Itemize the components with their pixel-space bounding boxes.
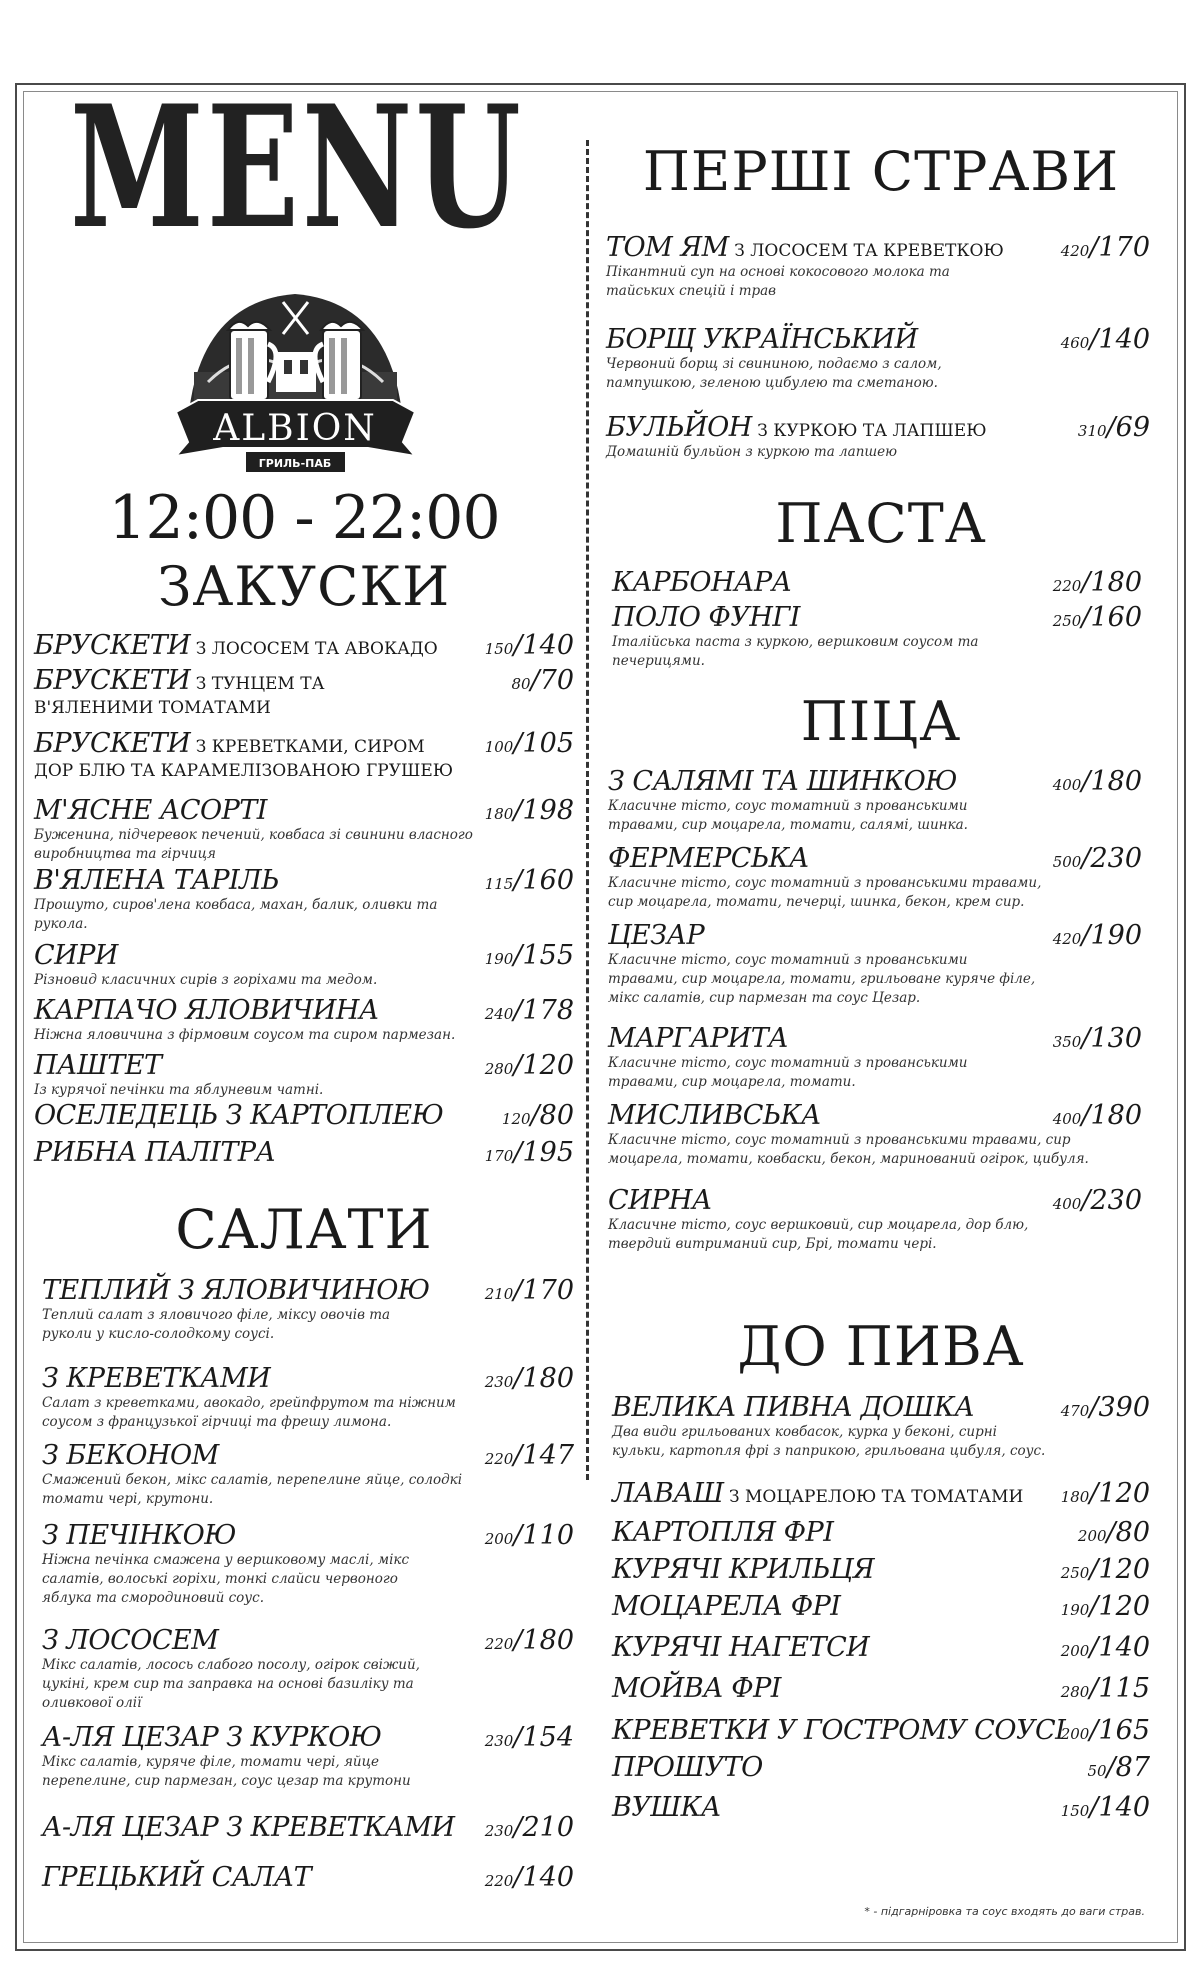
logo-name: ALBION bbox=[213, 408, 377, 449]
item-weight: 230 bbox=[484, 1822, 514, 1840]
item-weight: 420 bbox=[1060, 242, 1090, 260]
item-weight: 100 bbox=[484, 738, 514, 756]
item-title: З ПЕЧІНКОЮ bbox=[42, 1520, 236, 1551]
item-price bbox=[485, 1275, 574, 1306]
item-weight: 470 bbox=[1060, 1402, 1090, 1420]
item-cost: /147 bbox=[513, 1440, 574, 1471]
item-weight: 500 bbox=[1052, 853, 1082, 871]
item-weight: 250 bbox=[1060, 1564, 1090, 1582]
item-title: ЛАВАШ bbox=[612, 1478, 724, 1509]
item-price bbox=[1061, 1632, 1150, 1663]
item-description: Ніжна яловичина з фірмовим соусом та сиром пармезан. bbox=[34, 1027, 456, 1043]
item-title: БРУСКЕТИ bbox=[34, 728, 191, 759]
item-title: КРЕВЕТКИ У ГОСТРОМУ СОУСІ bbox=[612, 1715, 1066, 1746]
item-price bbox=[1061, 232, 1150, 263]
menu-item bbox=[612, 1752, 1150, 1783]
menu-item bbox=[34, 940, 574, 990]
item-cost: /195 bbox=[513, 1137, 574, 1168]
item-price bbox=[1061, 1673, 1150, 1704]
item-title: МАРГАРИТА bbox=[608, 1023, 789, 1054]
item-price bbox=[1053, 766, 1142, 797]
item-description: рукола. bbox=[34, 916, 88, 932]
menu-item bbox=[34, 995, 574, 1045]
item-description: кульки, картопля фрі з паприкою, грильована цибуля, соус. bbox=[612, 1443, 1046, 1459]
menu-item bbox=[34, 1100, 574, 1131]
item-title: МИСЛИВСЬКА bbox=[608, 1100, 821, 1131]
item-description: Класичне тісто, соус томатний з прованськими bbox=[608, 1055, 968, 1071]
section-title-zakusky: ЗАКУСКИ bbox=[157, 555, 451, 618]
item-description: печерицями. bbox=[612, 653, 705, 669]
item-weight: 280 bbox=[1060, 1683, 1090, 1701]
item-cost: /180 bbox=[513, 1363, 574, 1394]
menu-item bbox=[612, 1792, 1150, 1823]
item-price bbox=[1078, 412, 1150, 443]
item-description: яблука та смородиновий соус. bbox=[42, 1590, 264, 1606]
item-description: Буженина, підчеревок печений, ковбаса зі свинини власного bbox=[34, 827, 473, 843]
item-title: А-ЛЯ ЦЕЗАР З КРЕВЕТКАМИ bbox=[42, 1812, 455, 1843]
item-description: травами, сир моцарела, томати. bbox=[608, 1074, 856, 1090]
menu-item bbox=[608, 1100, 1142, 1169]
item-title: З ЛОСОСЕМ bbox=[42, 1625, 219, 1656]
item-cost: /120 bbox=[1089, 1478, 1150, 1509]
menu-item bbox=[34, 1050, 574, 1100]
item-description: Класичне тісто, соус томатний з прованськими травами, bbox=[608, 875, 1042, 891]
menu-item bbox=[612, 602, 1142, 671]
item-price bbox=[485, 795, 574, 826]
item-cost: /180 bbox=[513, 1625, 574, 1656]
item-description: Домашній бульйон з куркою та лапшею bbox=[606, 444, 898, 460]
item-description: Червоний борщ зі свининою, подаємо з салом, bbox=[606, 356, 942, 372]
item-weight: 250 bbox=[1052, 612, 1082, 630]
item-name bbox=[612, 1517, 1150, 1548]
item-price bbox=[502, 1100, 574, 1131]
item-title: ГРЕЦЬКИЙ САЛАТ bbox=[42, 1862, 312, 1893]
menu-item bbox=[42, 1440, 574, 1509]
item-description: тайських спецій і трав bbox=[606, 283, 777, 299]
item-title: КАРТОПЛЯ ФРІ bbox=[612, 1517, 834, 1548]
item-price bbox=[485, 940, 574, 971]
menu-item bbox=[612, 1554, 1150, 1585]
item-cost: /130 bbox=[1081, 1023, 1142, 1054]
opening-hours: 12:00 - 22:00 bbox=[108, 483, 500, 553]
item-title: ПРОШУТО bbox=[612, 1752, 763, 1783]
item-weight: 240 bbox=[484, 1005, 514, 1023]
item-title: КУРЯЧІ НАГЕТСИ bbox=[612, 1632, 870, 1663]
item-weight: 200 bbox=[484, 1530, 514, 1548]
item-cost: /180 bbox=[1081, 567, 1142, 598]
item-cost: /165 bbox=[1089, 1715, 1150, 1746]
menu-item bbox=[608, 843, 1142, 912]
item-description: травами, сир моцарела, томати, грильоване куряче філе, bbox=[608, 971, 1036, 987]
item-title: КАРБОНАРА bbox=[612, 567, 792, 598]
item-price bbox=[1053, 567, 1142, 598]
item-price bbox=[485, 1862, 574, 1893]
menu-title: MENU bbox=[70, 68, 524, 266]
menu-item bbox=[42, 1862, 574, 1893]
item-price bbox=[1061, 1392, 1150, 1423]
item-title: РИБНА ПАЛІТРА bbox=[34, 1137, 276, 1168]
item-title: КАРПАЧО ЯЛОВИЧИНА bbox=[34, 995, 379, 1026]
item-cost: /105 bbox=[513, 728, 574, 759]
menu-item bbox=[608, 920, 1142, 1008]
item-cost: /178 bbox=[513, 995, 574, 1026]
item-description: руколи у кисло-солодкому соусі. bbox=[42, 1326, 275, 1342]
item-title: ТЕПЛИЙ З ЯЛОВИЧИНОЮ bbox=[42, 1275, 430, 1306]
item-price bbox=[485, 1625, 574, 1656]
item-description: Мікс салатів, куряче філе, томати чері, яйце bbox=[42, 1754, 379, 1770]
item-title: БРУСКЕТИ bbox=[34, 665, 191, 696]
item-name bbox=[612, 1752, 1150, 1783]
item-weight: 120 bbox=[501, 1110, 531, 1128]
menu-item bbox=[612, 1715, 1150, 1746]
menu-item bbox=[612, 1392, 1150, 1461]
item-title: ПАШТЕТ bbox=[34, 1050, 162, 1081]
item-title: ВЕЛИКА ПИВНА ДОШКА bbox=[612, 1392, 975, 1423]
item-description: Ніжна печінка смажена у вершковому маслі, мікс bbox=[42, 1552, 410, 1568]
menu-item bbox=[612, 1517, 1150, 1548]
item-weight: 400 bbox=[1052, 1195, 1082, 1213]
item-price bbox=[1053, 920, 1142, 951]
item-price bbox=[1061, 1792, 1150, 1823]
item-weight: 190 bbox=[484, 950, 514, 968]
item-weight: 50 bbox=[1087, 1762, 1107, 1780]
menu-item bbox=[34, 630, 574, 661]
item-description: моцарела, томати, ковбаски, бекон, маринований огірок, цибуля. bbox=[608, 1151, 1089, 1167]
tower-icon bbox=[276, 352, 316, 392]
menu-item bbox=[606, 232, 1150, 301]
item-description: Салат з креветками, авокадо, грейпфрутом та ніжним bbox=[42, 1395, 456, 1411]
item-title: БРУСКЕТИ bbox=[34, 630, 191, 661]
item-cost: /80 bbox=[1106, 1517, 1150, 1548]
item-description: Теплий салат з яловичого філе, міксу овочів та bbox=[42, 1307, 391, 1323]
item-title: З КРЕВЕТКАМИ bbox=[42, 1363, 271, 1394]
albion-logo bbox=[168, 272, 423, 478]
item-price bbox=[1061, 324, 1150, 355]
item-cost: /170 bbox=[513, 1275, 574, 1306]
item-price bbox=[1053, 602, 1142, 633]
item-cost: /230 bbox=[1081, 1185, 1142, 1216]
item-title: ЦЕЗАР bbox=[608, 920, 705, 951]
menu-item bbox=[612, 567, 1142, 598]
item-name bbox=[606, 412, 1150, 443]
item-title: З БЕКОНОМ bbox=[42, 1440, 219, 1471]
item-cost: /120 bbox=[1089, 1554, 1150, 1585]
section-title-pizza: ПІЦА bbox=[800, 690, 962, 753]
item-price bbox=[1061, 1554, 1150, 1585]
item-description: оливкової олії bbox=[42, 1695, 142, 1711]
item-weight: 220 bbox=[484, 1450, 514, 1468]
item-cost: /140 bbox=[1089, 1792, 1150, 1823]
item-price bbox=[485, 1722, 574, 1753]
item-cost: /170 bbox=[1089, 232, 1150, 263]
item-description: Пікантний суп на основі кокосового молока та bbox=[606, 264, 950, 280]
item-title: ТОМ ЯМ bbox=[606, 232, 729, 263]
item-price bbox=[1053, 1100, 1142, 1131]
item-name bbox=[34, 1100, 574, 1131]
item-description: цукіні, крем сир та заправка на основі базиліку та bbox=[42, 1676, 414, 1692]
item-title: З САЛЯМІ ТА ШИНКОЮ bbox=[608, 766, 957, 797]
item-subtitle: З ТУНЦЕМ ТА bbox=[190, 674, 325, 694]
section-title-do-pyva: ДО ПИВА bbox=[737, 1315, 1025, 1378]
menu-item bbox=[612, 1591, 1150, 1622]
item-name bbox=[34, 665, 574, 696]
item-description: перепелине, сир пармезан, соус цезар та крутони bbox=[42, 1773, 411, 1789]
menu-item bbox=[612, 1478, 1150, 1509]
item-price bbox=[1061, 1478, 1150, 1509]
logo-tagline: ГРИЛЬ-ПАБ bbox=[258, 457, 332, 470]
item-cost: /155 bbox=[513, 940, 574, 971]
item-price bbox=[1061, 1715, 1150, 1746]
footnote: * - підгарніровка та соус входять до ваги страв. bbox=[864, 1905, 1145, 1918]
item-title: ОСЕЛЕДЕЦЬ З КАРТОПЛЕЮ bbox=[34, 1100, 444, 1131]
item-description: салатів, волоські горіхи, тонкі слайси червоного bbox=[42, 1571, 398, 1587]
item-description: Класичне тісто, соус томатний з прованськими bbox=[608, 798, 968, 814]
item-title: БУЛЬЙОН bbox=[606, 412, 752, 443]
item-description: Італійська паста з куркою, вершковим соусом та bbox=[612, 634, 979, 650]
item-cost: /70 bbox=[530, 665, 574, 696]
item-subtitle: З ЛОСОСЕМ ТА АВОКАДО bbox=[190, 639, 438, 659]
menu-item bbox=[608, 766, 1142, 835]
item-price bbox=[1078, 1517, 1150, 1548]
item-weight: 400 bbox=[1052, 776, 1082, 794]
item-description: сир моцарела, томати, печерці, шинка, бекон, крем сир. bbox=[608, 894, 1025, 910]
item-price bbox=[1053, 1185, 1142, 1216]
item-price bbox=[485, 1440, 574, 1471]
item-price bbox=[485, 728, 574, 759]
menu-item bbox=[34, 728, 574, 781]
item-weight: 210 bbox=[484, 1285, 514, 1303]
item-title: В'ЯЛЕНА ТАРІЛЬ bbox=[34, 865, 279, 896]
item-subtitle: З КРЕВЕТКАМИ, СИРОМ bbox=[190, 737, 425, 757]
item-description: Класичне тісто, соус томатний з прованськими травами, сир bbox=[608, 1132, 1071, 1148]
item-price bbox=[485, 1137, 574, 1168]
item-weight: 80 bbox=[511, 675, 531, 693]
item-description: Прошуто, сиров'лена ковбаса, махан, балик, оливки та bbox=[34, 897, 438, 913]
item-cost: /140 bbox=[1089, 324, 1150, 355]
item-title: МОЙВА ФРІ bbox=[612, 1673, 781, 1704]
item-weight: 400 bbox=[1052, 1110, 1082, 1128]
item-weight: 200 bbox=[1077, 1527, 1107, 1545]
item-title: М'ЯСНЕ АСОРТІ bbox=[34, 795, 267, 826]
item-price bbox=[1053, 843, 1142, 874]
item-description: томати чері, крутони. bbox=[42, 1491, 214, 1507]
menu-item bbox=[42, 1812, 574, 1843]
item-weight: 180 bbox=[484, 805, 514, 823]
menu-item bbox=[42, 1363, 574, 1432]
item-description: Смажений бекон, мікс салатів, перепелине яйце, солодкі bbox=[42, 1472, 463, 1488]
item-cost: /115 bbox=[1089, 1673, 1150, 1704]
item-price bbox=[511, 665, 574, 696]
item-cost: /190 bbox=[1081, 920, 1142, 951]
item-price bbox=[1061, 1591, 1150, 1622]
item-cost: /180 bbox=[1081, 766, 1142, 797]
item-title: БОРЩ УКРАЇНСЬКИЙ bbox=[606, 324, 918, 355]
item-price bbox=[1053, 1023, 1142, 1054]
menu-item bbox=[34, 665, 574, 718]
item-weight: 220 bbox=[484, 1872, 514, 1890]
item-subtitle-continued: ДОР БЛЮ ТА КАРАМЕЛІЗОВАНОЮ ГРУШЕЮ bbox=[34, 761, 454, 781]
menu-item bbox=[608, 1185, 1142, 1254]
item-cost: /198 bbox=[513, 795, 574, 826]
item-cost: /390 bbox=[1089, 1392, 1150, 1423]
item-title: ФЕРМЕРСЬКА bbox=[608, 843, 810, 874]
menu-item bbox=[608, 1023, 1142, 1092]
item-cost: /140 bbox=[513, 1862, 574, 1893]
column-divider bbox=[586, 140, 589, 1480]
item-title: КУРЯЧІ КРИЛЬЦЯ bbox=[612, 1554, 875, 1585]
item-cost: /154 bbox=[513, 1722, 574, 1753]
item-cost: /140 bbox=[513, 630, 574, 661]
menu-item bbox=[34, 865, 574, 934]
item-weight: 180 bbox=[1060, 1488, 1090, 1506]
item-weight: 310 bbox=[1077, 422, 1107, 440]
item-weight: 460 bbox=[1060, 334, 1090, 352]
item-price bbox=[485, 1363, 574, 1394]
item-cost: /160 bbox=[1081, 602, 1142, 633]
item-title: ВУШКА bbox=[612, 1792, 722, 1823]
item-weight: 115 bbox=[484, 875, 514, 893]
menu-item bbox=[606, 412, 1150, 462]
item-title: МОЦАРЕЛА ФРІ bbox=[612, 1591, 841, 1622]
item-weight: 200 bbox=[1060, 1725, 1090, 1743]
item-weight: 220 bbox=[484, 1635, 514, 1653]
item-description: Класичне тісто, соус вершковий, сир моцарела, дор блю, bbox=[608, 1217, 1029, 1233]
menu-item bbox=[606, 324, 1150, 393]
item-weight: 150 bbox=[484, 640, 514, 658]
item-description: Класичне тісто, соус томатний з прованськими bbox=[608, 952, 968, 968]
item-price bbox=[485, 1520, 574, 1551]
item-title: СИРНА bbox=[608, 1185, 712, 1216]
item-weight: 220 bbox=[1052, 577, 1082, 595]
menu-item bbox=[612, 1673, 1150, 1704]
item-weight: 420 bbox=[1052, 930, 1082, 948]
item-weight: 200 bbox=[1060, 1642, 1090, 1660]
beer-mug-right-icon bbox=[315, 322, 363, 400]
item-weight: 280 bbox=[484, 1060, 514, 1078]
item-weight: 230 bbox=[484, 1373, 514, 1391]
item-subtitle: З ЛОСОСЕМ ТА КРЕВЕТКОЮ bbox=[728, 241, 1004, 261]
item-cost: /210 bbox=[513, 1812, 574, 1843]
menu-item bbox=[42, 1520, 574, 1608]
item-description: твердий витриманий сир, Брі, томати чері. bbox=[608, 1236, 937, 1252]
item-weight: 170 bbox=[484, 1147, 514, 1165]
item-description: Два види грильованих ковбасок, курка у беконі, сирні bbox=[612, 1424, 997, 1440]
item-description: Різновид класичних сирів з горіхами та медом. bbox=[34, 972, 378, 988]
item-title: СИРИ bbox=[34, 940, 118, 971]
item-cost: /110 bbox=[513, 1520, 574, 1551]
section-title-pershi: ПЕРШІ СТРАВИ bbox=[642, 140, 1120, 203]
item-weight: 230 bbox=[484, 1732, 514, 1750]
section-title-salaty: САЛАТИ bbox=[175, 1198, 433, 1261]
item-description: пампушкою, зеленою цибулею та сметаною. bbox=[606, 375, 938, 391]
item-cost: /140 bbox=[1089, 1632, 1150, 1663]
section-title-pasta: ПАСТА bbox=[775, 492, 987, 555]
item-title: ПОЛО ФУНГІ bbox=[612, 602, 800, 633]
menu-item bbox=[612, 1632, 1150, 1663]
item-subtitle: З КУРКОЮ ТА ЛАПШЕЮ bbox=[751, 421, 987, 441]
item-price bbox=[485, 995, 574, 1026]
item-cost: /69 bbox=[1106, 412, 1150, 443]
item-weight: 190 bbox=[1060, 1601, 1090, 1619]
menu-item bbox=[34, 1137, 574, 1168]
item-subtitle: З МОЦАРЕЛОЮ ТА ТОМАТАМИ bbox=[723, 1487, 1024, 1507]
item-weight: 150 bbox=[1060, 1802, 1090, 1820]
item-weight: 350 bbox=[1052, 1033, 1082, 1051]
item-cost: /120 bbox=[1089, 1591, 1150, 1622]
item-cost: /180 bbox=[1081, 1100, 1142, 1131]
item-price bbox=[485, 630, 574, 661]
item-cost: /230 bbox=[1081, 843, 1142, 874]
item-description: Мікс салатів, лосось слабого посолу, огірок свіжий, bbox=[42, 1657, 420, 1673]
item-description: Із курячої печінки та яблуневим чатні. bbox=[34, 1082, 324, 1098]
item-title: А-ЛЯ ЦЕЗАР З КУРКОЮ bbox=[42, 1722, 382, 1753]
item-price bbox=[1087, 1752, 1150, 1783]
beer-mug-left-icon bbox=[228, 322, 276, 400]
menu-item bbox=[42, 1275, 574, 1344]
item-description: травами, сир моцарела, томати, салямі, шинка. bbox=[608, 817, 968, 833]
item-cost: /87 bbox=[1106, 1752, 1150, 1783]
item-description: мікс салатів, сир пармезан та соус Цезар. bbox=[608, 990, 921, 1006]
item-cost: /160 bbox=[513, 865, 574, 896]
item-subtitle-continued: В'ЯЛЕНИМИ ТОМАТАМИ bbox=[34, 698, 271, 718]
menu-item bbox=[42, 1625, 574, 1713]
item-cost: /120 bbox=[513, 1050, 574, 1081]
item-cost: /80 bbox=[530, 1100, 574, 1131]
menu-item bbox=[42, 1722, 574, 1791]
item-description: соусом з французької гірчиці та фрешу лимона. bbox=[42, 1414, 392, 1430]
item-description: виробництва та гірчиця bbox=[34, 846, 216, 862]
item-price bbox=[485, 1050, 574, 1081]
item-price bbox=[485, 1812, 574, 1843]
menu-item bbox=[34, 795, 574, 864]
item-price bbox=[485, 865, 574, 896]
